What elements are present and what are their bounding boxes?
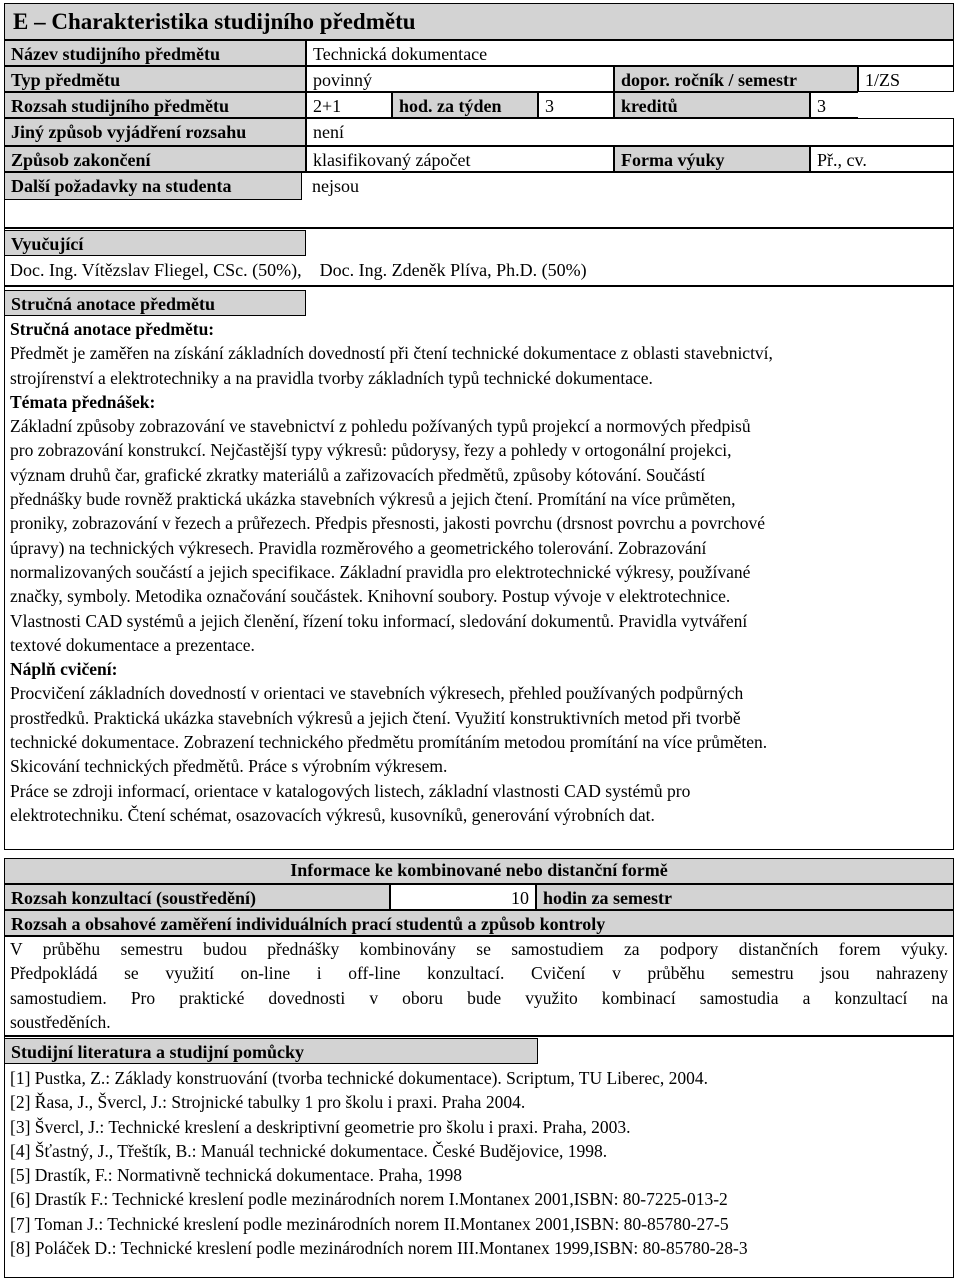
kombinovana-title: Informace ke kombinované nebo distanční formě [4, 858, 954, 884]
napln-line: Skicování technických předmětů. Práce s výrobním výkresem. [10, 756, 448, 777]
temata-line: značky, symboly. Metodika označování součástek. Knihovní soubory. Postup vývoje v elektrotechnice. [10, 586, 731, 607]
napln-line: prostředků. Praktická ukázka stavebních výkresů a jejich čtení. Využití konstruktivních metod při tvorbě [10, 707, 741, 728]
typ-label: Typ předmětu [4, 66, 306, 92]
literatura-item: [4] Šťastný, J., Třeštík, B.: Manuál technické dokumentace. České Budějovice, 1998. [10, 1140, 608, 1161]
dopor-label: dopor. ročník / semestr [614, 66, 858, 92]
literatura-label: Studijní literatura a studijní pomůcky [4, 1038, 538, 1064]
literatura-item: [2] Řasa, J., Švercl, J.: Strojnické tabulky 1 pro školu i praxi. Praha 2004. [10, 1092, 526, 1113]
konzultace-value: 10 [390, 884, 536, 910]
temata-line: textové dokumentace a prezentace. [10, 634, 255, 655]
napln-line: technické dokumentace. Zobrazení technického předmětu promítáním metodou promítání na více průměten. [10, 732, 768, 753]
temata-line: pro zobrazování konstrukcí. Nejčastější typy výkresů: půdorysy, řezy a pohledy v ortogonální projekci, [10, 440, 732, 461]
temata-line: úpravy) na technických výkresech. Pravidla rozměrového a geometrického tolerování. Zobrazování [10, 537, 707, 558]
vyucujici-names: Doc. Ing. Vítězslav Fliegel, CSc. (50%), Doc. Ing. Zdeněk Plíva, Ph.D. (50%) [10, 260, 587, 280]
dalsi-value: nejsou [312, 176, 359, 196]
individualni-body [10, 937, 948, 1034]
konzultace-label: Rozsah konzultací (soustředění) [4, 884, 390, 910]
forma-label: Forma výuky [614, 146, 810, 172]
literatura-item: [6] Drastík F.: Technické kreslení podle mezinárodních norem I.Montanex 2001,ISBN: 80-7225-013-2 [10, 1189, 728, 1210]
kredity-value: 3 [810, 92, 858, 118]
individualni-line: Předpokládá se využití on-line i off-line konzultací. Cvičení v průběhu semestru jsou nahrazeny [10, 963, 948, 984]
zakonceni-value: klasifikovaný zápočet [306, 146, 614, 172]
anotace-line: strojírenství a elektrotechniky a na pravidla tvorby základních typů technické dokumentace. [10, 367, 653, 388]
rozsah-label: Rozsah studijního předmětu [4, 92, 306, 118]
literatura-list [10, 1066, 950, 1260]
literatura-item: [7] Toman J.: Technické kreslení podle mezinárodních norem II.Montanex 2001,ISBN: 80-85780-27-5 [10, 1213, 729, 1234]
hod-label: hod. za týden [392, 92, 538, 118]
individualni-line: samostudiem. Pro praktické dovednosti v oboru bude využito kombinací samostudia a konzultací na [10, 987, 948, 1008]
temata-line: proniky, zobrazování v řezech a průřezech. Předpis přesnosti, jakosti povrchu (drsnost povrchu a povrchové [10, 513, 766, 534]
literatura-item: [1] Pustka, Z.: Základy konstruování (tvorba technické dokumentace). Scriptum, TU Liberec, 2004. [10, 1068, 709, 1088]
temata-line: význam druhů čar, grafické zkratky materiálů a zařizovacích předmětů, způsoby kótování. Součástí [10, 464, 706, 485]
napln-heading: Náplň cvičení: [10, 659, 118, 680]
anotace-body [10, 317, 950, 827]
temata-line: normalizovaných součástí a jejich specifikace. Základní pravidla pro elektrotechnické výkresy, používané [10, 561, 751, 582]
jiny-label: Jiný způsob vyjádření rozsahu [4, 118, 306, 146]
literatura-item: [8] Poláček D.: Technické kreslení podle mezinárodních norem III.Montanex 1999,ISBN: 80-85780-28-3 [10, 1238, 748, 1259]
napln-line: elektrotechniku. Čtení schémat, osazovacích výkresů, kusovníků, generování výrobních dat. [10, 804, 655, 825]
individualni-label: Rozsah a obsahové zaměření individuálních prací studentů a způsob kontroly [4, 910, 954, 936]
zakonceni-label: Způsob zakončení [4, 146, 306, 172]
hod-value: 3 [538, 92, 614, 118]
anotace-line: Předmět je zaměřen na získání základních dovedností při čtení technické dokumentace z oblasti stavebnictví, [10, 343, 773, 364]
dalsi-label: Další požadavky na studenta [4, 172, 302, 200]
jiny-value: není [306, 118, 954, 146]
rozsah-value: 2+1 [306, 92, 392, 118]
dopor-value: 1/ZS [858, 66, 954, 92]
napln-line: Procvičení základních dovedností v orientaci ve stavebních výkresech, přehled používaných podpůrných [10, 683, 744, 704]
nazev-label: Název studijního předmětu [4, 40, 306, 66]
anotace-label: Stručná anotace předmětu [4, 290, 306, 316]
typ-value: povinný [306, 66, 614, 92]
literatura-item: [3] Švercl, J.: Technické kreslení a deskriptivní geometrie pro školu i praxi. Praha, 2003. [10, 1116, 631, 1137]
nazev-value: Technická dokumentace [306, 40, 954, 66]
temata-line: přednášky bude rovněž praktická ukázka stavebních výkresů a jejich čtení. Promítání na více průměten, [10, 489, 736, 510]
forma-value: Př., cv. [810, 146, 954, 172]
page-title: E – Charakteristika studijního předmětu [4, 3, 954, 40]
temata-line: Základní způsoby zobrazování ve stavebnictví z pohledu požívaných typů projekcí a normových předpisů [10, 416, 751, 437]
temata-heading: Témata přednášek: [10, 391, 156, 412]
individualni-line: V průběhu semestru budou přednášky kombinovány se samostudiem za podpory distančních forem výuky. [10, 939, 948, 959]
konzultace-unit: hodin za semestr [536, 884, 954, 910]
individualni-line: soustředěních. [10, 1011, 111, 1032]
vyucujici-label: Vyučující [4, 230, 306, 256]
literatura-item: [5] Drastík, F.: Normativně technická dokumentace. Praha, 1998 [10, 1165, 463, 1186]
napln-line: Práce se zdroji informací, orientace v katalogových listech, základní vlastnosti CAD systémů pro [10, 780, 691, 801]
kredity-label: kreditů [614, 92, 810, 118]
anotace-subheading: Stručná anotace předmětu: [10, 319, 215, 339]
temata-line: Vlastnosti CAD systémů a jejich členění, řízení toku informací, sledování dokumentů. Pravidla vytváření [10, 610, 748, 631]
